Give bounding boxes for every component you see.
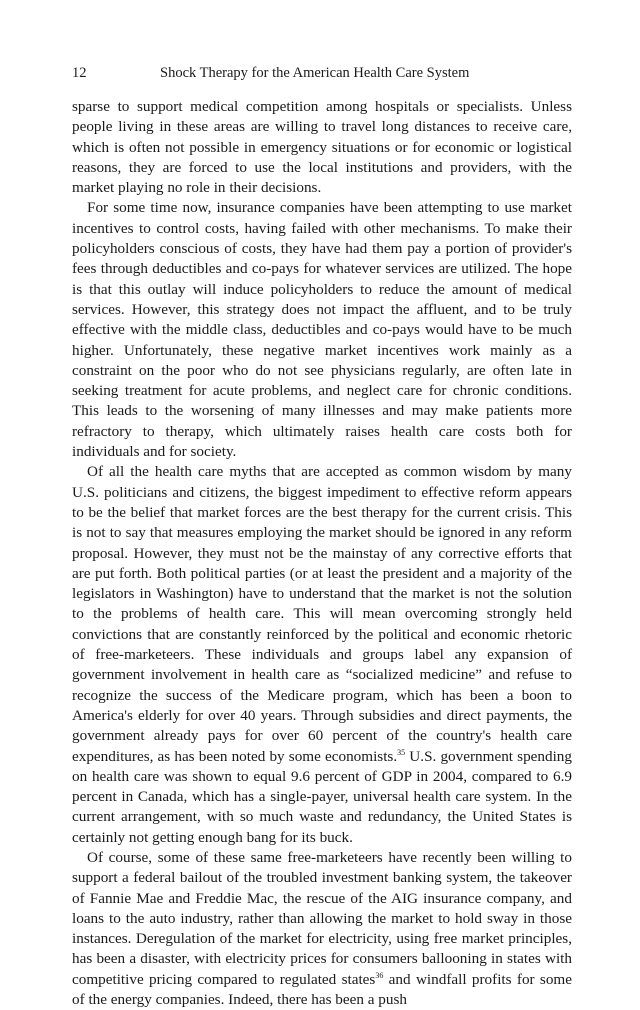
running-title: Shock Therapy for the American Health Care System xyxy=(160,65,470,81)
paragraph-3-text-a: Of all the health care myths that are accepted as common wisdom by many U.S. politicians and citizens, the biggest impediment to effective reform appears to be the belief that market forces are the best therapy for the current crisis. This is not to say that measures employing the market should be ignored in any reform proposal. However, they must not be the mainstay of any corrective efforts that are put forth. Both political parties (or at least the president and a majority of the legislators in Washington) have to understand that the market is not the solution to the problems of health care. This will mean overcoming strongly held convictions that are constantly reinforced by the political and economic rhetoric of free-marketeers. These individuals and groups label any expansion of government involvement in health care as “socialized medicine” and refuse to recognize the success of the Medicare program, which has been a boon to America's elderly for over 40 years. Through subsidies and direct payments, the government already pays for over 60 percent of the country's health care expenditures, as has been noted by some economists. xyxy=(72,463,572,765)
footnote-ref-36[interactable]: 36 xyxy=(375,970,384,980)
page-number: 12 xyxy=(72,65,87,81)
paragraph-4-text-b: and windfall profits for some of the energy companies. Indeed, there has been a push xyxy=(72,970,572,1009)
running-head xyxy=(72,62,572,84)
paragraph-4-text-a: Of course, some of these same free-marketeers have recently been willing to support a federal bailout of the troubled investment banking system, the takeover of Fannie Mae and Freddie Mac, the rescue of the AIG insurance company, and loans to the auto industry, rather than allowing the market to hold sway in those instances. Deregulation of the market for electricity, using free market principles, has been a disaster, with electricity prices for consumers ballooning in states with competitive pricing compared to regulated states xyxy=(72,848,572,988)
paragraph-3 xyxy=(72,462,572,848)
paragraph-3-text-b: U.S. government spending on health care was shown to equal 9.6 percent of GDP in 2004, compared to 6.9 percent in Canada, which has a single-payer, universal health care system. In the current arrangement, with so much waste and redundancy, the United States is certainly not getting enough bang for its buck. xyxy=(72,747,572,846)
footnote-ref-35[interactable]: 35 xyxy=(397,747,406,757)
body-text xyxy=(72,97,572,1010)
paragraph-1: sparse to support medical competition among hospitals or specialists. Unless people living in these areas are willing to travel long distances to receive care, which is often not possible in emergency situations or for economic or logistical reasons, they are forced to use the local institutions and providers, with the market playing no role in their decisions. xyxy=(72,98,572,197)
paragraph-2: For some time now, insurance companies have been attempting to use market incentives to control costs, having failed with other mechanisms. To make their policyholders conscious of costs, they have had them pay a portion of provider's fees through deductibles and co-pays for whatever services are utilized. The hope is that this outlay will induce policyholders to reduce the amount of medical services. However, this strategy does not impact the affluent, and to be truly effective with the middle class, deductibles and co-pays would have to be much higher. Unfortunately, these negative market incentives work mainly as a constraint on the poor who do not see physicians regularly, are often late in seeking treatment for acute problems, and neglect care for chronic conditions. This leads to the worsening of many illnesses and may make patients more refractory to therapy, which ultimately raises health care costs both for individuals and for society. xyxy=(72,199,572,461)
paragraph-4 xyxy=(72,848,572,1010)
